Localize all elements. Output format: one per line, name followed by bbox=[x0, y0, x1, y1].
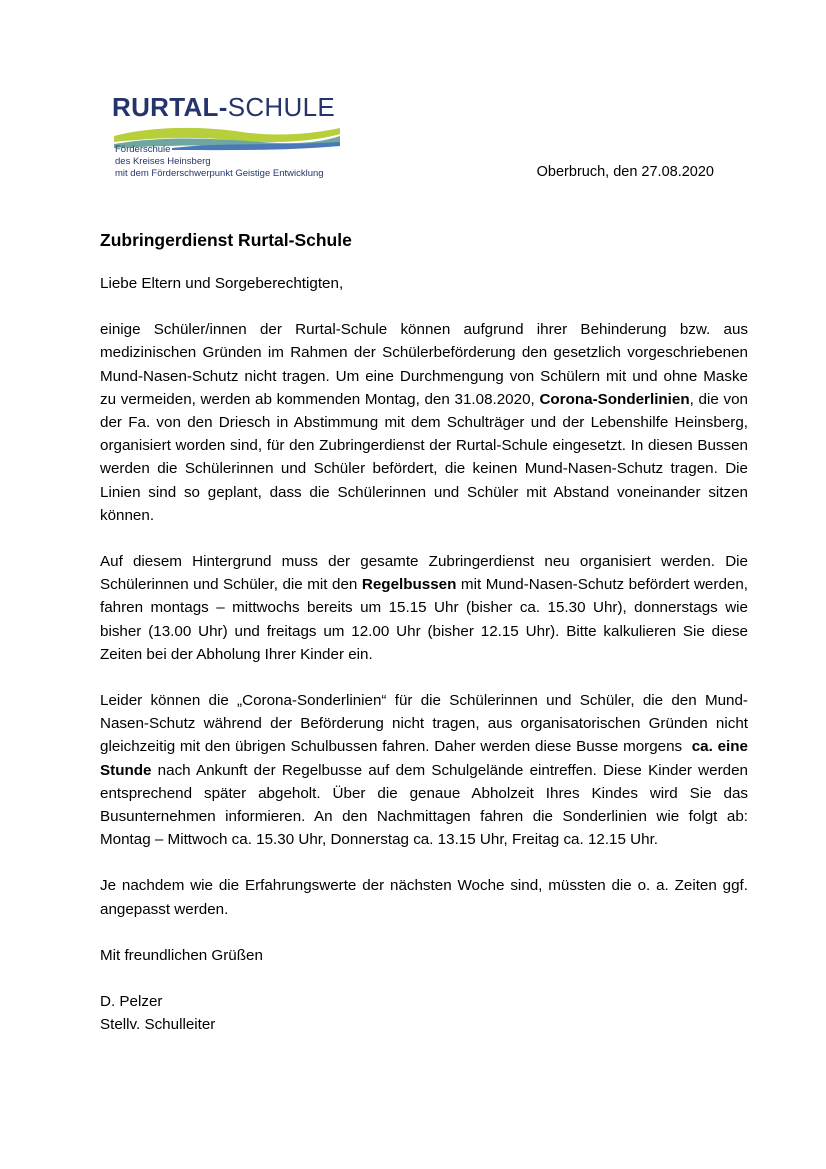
paragraph-1: einige Schüler/innen der Rurtal-Schule können aufgrund ihrer Behinderung bzw. aus medizinischen Gründen im Rahmen der Schülerbeförderung den gesetzlich vorgeschriebenen Mund-Nasen-Schutz nicht tragen. Um eine Durchmengung von Schülern mit und ohne Maske zu vermeiden, werden ab kommenden Montag, den 31.08.2020, Corona-Sonderlinien, die von der Fa. von den Driesch in Abstimmung mit dem Schulträger und der Lebenshilfe Heinsberg, organisiert worden sind, für den Zubringerdienst der Rurtal-Schule eingesetzt. In diesen Bussen werden die Schülerinnen und Schüler befördert, die keinen Mund-Nasen-Schutz tragen. Die Linien sind so geplant, dass die Schülerinnen und Schüler mit Abstand voneinander sitzen können. bbox=[100, 321, 748, 524]
logo-subtitle bbox=[115, 144, 324, 180]
paragraph-4: Je nachdem wie die Erfahrungswerte der nächsten Woche sind, müssten die o. a. Zeiten ggf. angepasst werden. bbox=[100, 877, 748, 918]
school-logo bbox=[112, 92, 352, 182]
letter-subject: Zubringerdienst Rurtal-Schule bbox=[100, 230, 352, 250]
paragraph-3: Leider können die „Corona-Sonderlinien“ für die Schülerinnen und Schüler, die den Mund-Nasen-Schutz während der Beförderung nicht tragen, aus organisatorischen Gründen nicht gleichzeitig mit den übrigen Schulbussen fahren. Daher werden diese Busse morgens ca. eine Stunde nach Ankunft der Regelbusse auf dem Schulgelände eintreffen. Diese Kinder werden entsprechend später abgeholt. Über die genaue Abholzeit Ihres Kindes wird Sie das Busunternehmen informieren. An den Nachmittagen fahren die Sonderlinien wie folgt ab: Montag – Mittwoch ca. 15.30 Uhr, Donnerstag ca. 13.15 Uhr, Freitag ca. 12.15 Uhr. bbox=[100, 692, 753, 849]
logo-title-bold: RURTAL bbox=[112, 92, 219, 122]
logo-title bbox=[112, 92, 335, 122]
signer-title: Stellv. Schulleiter bbox=[100, 1016, 216, 1034]
greeting: Liebe Eltern und Sorgeberechtigten, bbox=[100, 275, 344, 292]
highlight-regelbussen: Regelbussen bbox=[361, 576, 457, 594]
highlight-eine-stunde: ca. eine Stunde bbox=[100, 738, 748, 779]
closing: Mit freundlichen Grüßen bbox=[100, 946, 263, 964]
logo-title-dash: - bbox=[218, 92, 228, 122]
signer-name: D. Pelzer bbox=[100, 993, 163, 1011]
logo-sub-line: des Kreises Heinsberg bbox=[115, 156, 211, 167]
highlight-corona-sonderlinien: Corona-Sonderlinien bbox=[539, 390, 690, 408]
logo-sub-line: Förderschule bbox=[115, 144, 171, 155]
logo-sub-line: mit dem Förderschwerpunkt Geistige Entwicklung bbox=[115, 168, 324, 179]
letter-date: Oberbruch, den 27.08.2020 bbox=[536, 164, 714, 180]
letter-body bbox=[100, 228, 753, 1036]
logo-title-light: SCHULE bbox=[227, 92, 335, 122]
paragraph-2: Auf diesem Hintergrund muss der gesamte Zubringerdienst neu organisiert werden. Die Schülerinnen und Schüler, die mit den Regelbussen mit Mund-Nasen-Schutz befördert werden, fahren montags – mittwochs bereits um 15.15 Uhr (bisher ca. 15.30 Uhr), donnerstags wie bisher (13.00 Uhr) und freitags um 12.00 Uhr (bisher 12.15 Uhr). Bitte kalkulieren Sie diese Zeiten bei der Abholung Ihrer Kinder ein. bbox=[100, 553, 748, 663]
